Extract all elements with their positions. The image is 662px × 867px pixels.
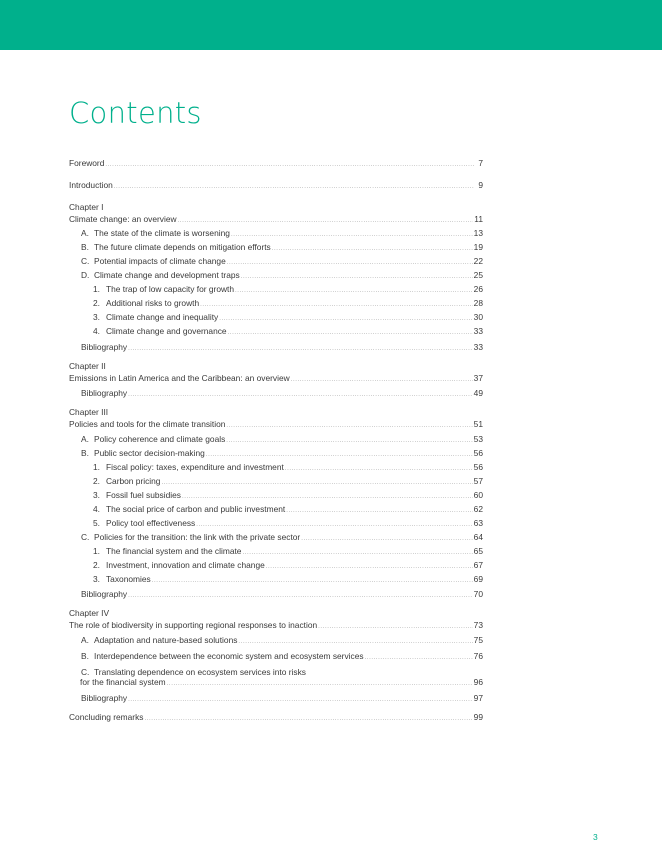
toc-entry-concluding-remarks[interactable]: Concluding remarks ..... 99: [69, 712, 483, 722]
toc-entry-foreword[interactable]: Foreword ..... 7: [69, 158, 483, 168]
toc-entry[interactable]: B. Public sector decision-making ..... 56: [69, 448, 483, 458]
toc-entry-chapter-1[interactable]: Climate change: an overview ..... 11: [69, 214, 483, 224]
chapter-label: Chapter II: [69, 361, 106, 371]
toc-entry-bibliography[interactable]: Bibliography ..... 49: [69, 388, 483, 398]
toc-entry-bibliography[interactable]: Bibliography ..... 70: [69, 589, 483, 599]
toc-subentry[interactable]: 1. The trap of low capacity for growth ..... 26: [69, 284, 483, 294]
toc-entry-introduction[interactable]: Introduction ..... 9: [69, 180, 483, 190]
toc-subentry[interactable]: 3. Taxonomies ..... 69: [69, 574, 483, 584]
toc-entry[interactable]: D. Climate change and development traps ..... 25: [69, 270, 483, 280]
toc-entry[interactable]: A. The state of the climate is worsening ..... 13: [69, 228, 483, 238]
toc-entry[interactable]: C. Policies for the transition: the link with the private sector ..... 64: [69, 532, 483, 542]
toc-subentry[interactable]: 4. Climate change and governance ..... 33: [69, 326, 483, 336]
toc-subentry[interactable]: 3. Fossil fuel subsidies ..... 60: [69, 490, 483, 500]
chapter-label: Chapter III: [69, 407, 109, 417]
toc-entry-chapter-2[interactable]: Emissions in Latin America and the Caribbean: an overview ..... 37: [69, 373, 483, 383]
toc-subentry[interactable]: 3. Climate change and inequality ..... 30: [69, 312, 483, 322]
toc-subentry[interactable]: 1. The financial system and the climate ..... 65: [69, 546, 483, 556]
toc-entry-chapter-3[interactable]: Policies and tools for the climate transition ..... 51: [69, 419, 483, 429]
toc-entry[interactable]: C. Potential impacts of climate change ..... 22: [69, 256, 483, 266]
toc-entry[interactable]: B. Interdependence between the economic system and ecosystem services ..... 76: [69, 651, 483, 661]
toc-entry-bibliography[interactable]: Bibliography ..... 97: [69, 693, 483, 703]
toc-entry-multiline[interactable]: C. Translating dependence on ecosystem services into risks: [81, 667, 306, 677]
toc-subentry[interactable]: 2. Additional risks to growth ..... 28: [69, 298, 483, 308]
toc-subentry[interactable]: 4. The social price of carbon and public investment ..... 62: [69, 504, 483, 514]
toc-entry-continuation[interactable]: for the financial system ..... 96: [69, 677, 483, 687]
toc-entry-chapter-4[interactable]: The role of biodiversity in supporting regional responses to inaction ..... 73: [69, 620, 483, 630]
chapter-label: Chapter I: [69, 202, 104, 212]
chapter-label: Chapter IV: [69, 608, 110, 618]
toc-subentry[interactable]: 5. Policy tool effectiveness ..... 63: [69, 518, 483, 528]
toc-entry[interactable]: A. Policy coherence and climate goals ..... 53: [69, 434, 483, 444]
toc-subentry[interactable]: 2. Carbon pricing ..... 57: [69, 476, 483, 486]
header-band: [0, 0, 662, 50]
page-number: 3: [593, 832, 598, 842]
toc-subentry[interactable]: 1. Fiscal policy: taxes, expenditure and investment ..... 56: [69, 462, 483, 472]
toc-subentry[interactable]: 2. Investment, innovation and climate change ..... 67: [69, 560, 483, 570]
table-of-contents: [69, 158, 483, 722]
toc-entry-bibliography[interactable]: Bibliography ..... 33: [69, 342, 483, 352]
toc-entry[interactable]: A. Adaptation and nature-based solutions ..... 75: [69, 635, 483, 645]
toc-entry[interactable]: B. The future climate depends on mitigation efforts ..... 19: [69, 242, 483, 252]
page-title: Contents: [69, 96, 202, 130]
